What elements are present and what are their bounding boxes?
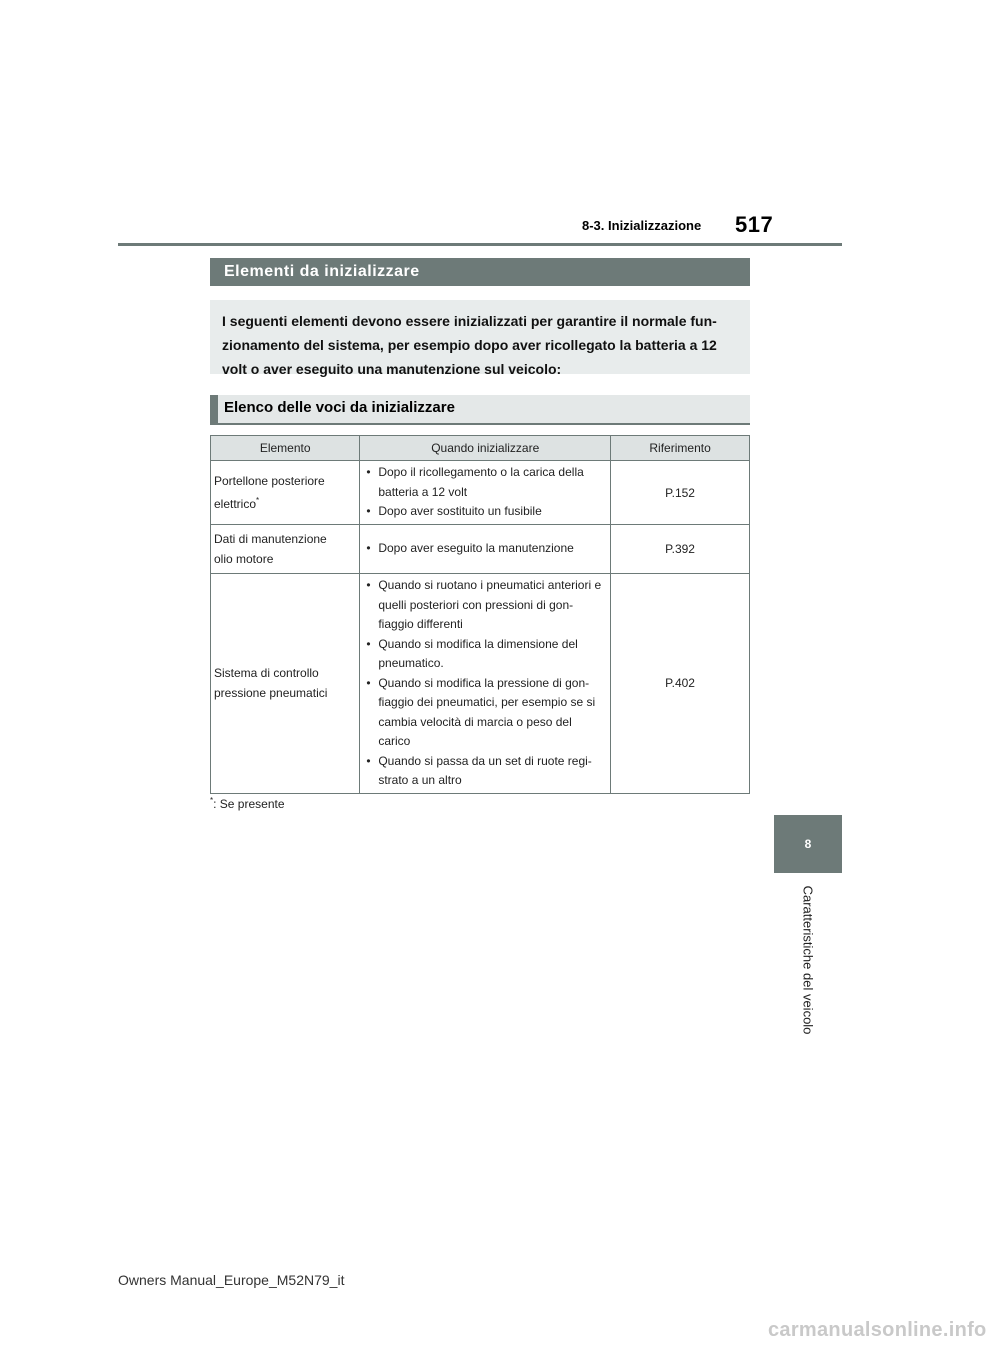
when-cell (360, 574, 611, 794)
subheading-divider (210, 423, 750, 425)
list-item: • Quando si modifica la dimensione del pneumatico. (364, 635, 606, 674)
item-name: elettrico (214, 497, 257, 511)
table-row (211, 574, 750, 794)
watermark: carmanualsonline.info (768, 1319, 987, 1341)
footnote-text: : Se presente (213, 797, 285, 811)
list-item: • Dopo aver sostituito un fusibile (364, 502, 606, 522)
column-header-when: Quando inizializzare (360, 436, 611, 461)
footnote-mark: * (256, 496, 260, 505)
subheading: Elenco delle voci da inizializzare (210, 395, 750, 423)
page-number: 517 (735, 212, 774, 237)
chapter-tab: 8 (774, 815, 842, 873)
column-header-reference: Riferimento (611, 436, 750, 461)
item-cell (211, 461, 360, 525)
table-row (211, 525, 750, 574)
table-row (211, 461, 750, 525)
when-cell (360, 525, 611, 574)
reference-cell: P.152 (611, 461, 750, 525)
intro-text: I seguenti elementi devono essere inizializzati per garantire il normale fun-zionamento del sistema, per esempio dopo aver ricollegato la batteria a 12 volt o aver eseguito una manutenzione sul veicolo: (210, 300, 750, 374)
chapter-title: Caratteristiche del veicolo (800, 885, 816, 1035)
footer-doc-id: Owners Manual_Europe_M52N79_it (118, 1272, 345, 1288)
table-header-row (211, 436, 750, 461)
list-item: • Quando si modifica la pressione di gon-fiaggio dei pneumatici, per esempio se si cambia velocità di marcia o peso del carico (364, 674, 606, 752)
item-name: olio motore (214, 552, 274, 566)
when-cell (360, 461, 611, 525)
list-item: • Dopo il ricollegamento o la carica della batteria a 12 volt (364, 463, 606, 502)
item-name: Sistema di controllo (214, 666, 319, 681)
item-name: Dati di manutenzione (214, 532, 327, 546)
reference-cell: P.392 (611, 525, 750, 574)
list-item: • Quando si passa da un set di ruote regi-strato a un altro (364, 752, 606, 791)
header-divider (118, 243, 842, 246)
section-banner: Elementi da inizializzare (210, 258, 750, 286)
footnote (210, 796, 285, 811)
reference-cell: P.402 (611, 574, 750, 794)
column-header-item: Elemento (211, 436, 360, 461)
item-name: pressione pneumatici (214, 686, 328, 701)
list-item: • Dopo aver eseguito la manutenzione (364, 539, 606, 559)
footnote-mark: * (210, 796, 214, 805)
item-cell (211, 525, 360, 574)
item-name: Portellone posteriore (214, 474, 325, 488)
section-header: 8-3. Inizializzazione (582, 218, 702, 233)
list-item: • Quando si ruotano i pneumatici anteriori e quelli posteriori con pressioni di gon-fiaggio differenti (364, 576, 606, 635)
initialization-table (210, 435, 750, 794)
item-cell (211, 574, 360, 794)
